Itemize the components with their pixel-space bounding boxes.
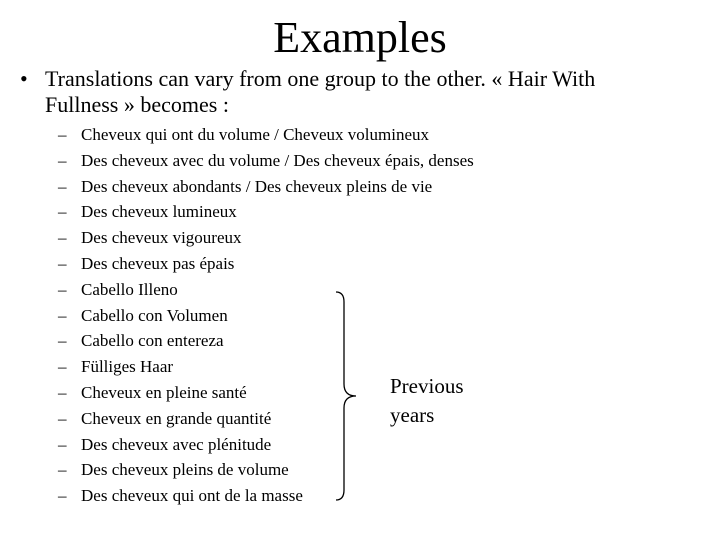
right-brace-icon bbox=[334, 290, 364, 502]
dash-marker: – bbox=[58, 357, 67, 377]
dash-marker: – bbox=[58, 305, 67, 325]
dash-marker: – bbox=[58, 460, 67, 480]
dash-marker: – bbox=[58, 150, 67, 170]
list-item-text: Des cheveux pleins de volume bbox=[81, 460, 289, 480]
list-item-text: Des cheveux pas épais bbox=[81, 253, 235, 273]
list-item-text: Des cheveux abondants / Des cheveux pleins de vie bbox=[81, 176, 433, 196]
dash-marker: – bbox=[58, 486, 67, 506]
dash-marker: – bbox=[58, 382, 67, 402]
brace-label-line2: years bbox=[390, 403, 435, 427]
dash-marker: – bbox=[58, 408, 67, 428]
list-item-text: Des cheveux avec du volume / Des cheveux épais, denses bbox=[81, 150, 474, 170]
list-item-text: Cabello Illeno bbox=[81, 279, 178, 299]
dash-marker: – bbox=[58, 331, 67, 351]
list-item-text: Des cheveux avec plénitude bbox=[81, 434, 272, 454]
brace-label bbox=[390, 372, 464, 430]
dash-marker: – bbox=[58, 279, 67, 299]
dash-marker: – bbox=[58, 176, 67, 196]
list-item-text: Des cheveux vigoureux bbox=[81, 228, 242, 248]
main-bullet bbox=[20, 66, 660, 118]
list-item-text: Des cheveux qui ont de la masse bbox=[81, 486, 303, 506]
list-item-text: Cabello con Volumen bbox=[81, 305, 228, 325]
list-item-text: Cabello con entereza bbox=[81, 331, 224, 351]
dash-marker: – bbox=[58, 434, 67, 454]
list-item-text: Fülliges Haar bbox=[81, 357, 174, 377]
slide-title: Examples bbox=[273, 13, 447, 62]
bullet-text: Translations can vary from one group to the other. « Hair With Fullness » becomes : bbox=[45, 66, 596, 117]
list-item-text: Cheveux en grande quantité bbox=[81, 408, 272, 428]
dash-marker: – bbox=[58, 125, 67, 144]
dash-marker: – bbox=[58, 253, 67, 273]
list-item-text: Cheveux qui ont du volume / Cheveux volumineux bbox=[81, 125, 429, 144]
list-item-text: Cheveux en pleine santé bbox=[81, 382, 247, 402]
brace-label-line1: Previous bbox=[390, 374, 464, 398]
dash-marker: – bbox=[58, 228, 67, 248]
dash-marker: – bbox=[58, 202, 67, 222]
list-item-text: Des cheveux lumineux bbox=[81, 202, 237, 222]
bullet-marker: • bbox=[20, 66, 28, 91]
